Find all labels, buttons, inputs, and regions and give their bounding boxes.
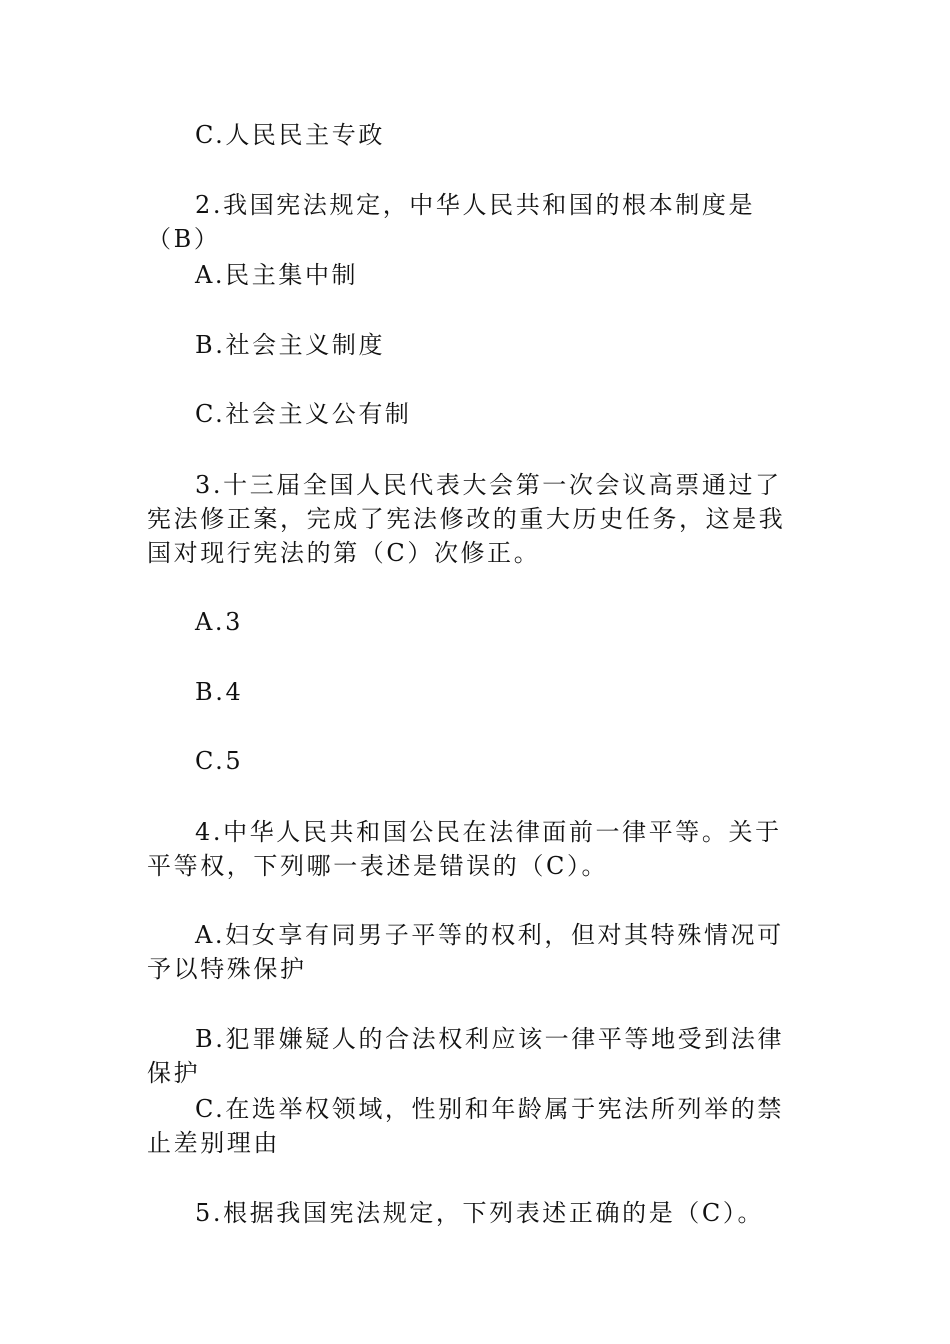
option-c-q4: C.在选举权领域，性别和年龄属于宪法所列举的禁止差别理由 xyxy=(147,1095,784,1157)
option-a-q4: A.妇女享有同男子平等的权利，但对其特殊情况可予以特殊保护 xyxy=(147,921,784,983)
option-a-q2: A.民主集中制 xyxy=(195,261,359,289)
question-4: 4.中华人民共和国公民在法律面前一律平等。关于平等权，下列哪一表述是错误的（C）。 xyxy=(147,818,782,880)
option-b-q4: B.犯罪嫌疑人的合法权利应该一律平等地受到法律保护 xyxy=(147,1025,785,1087)
question-2: 2.我国宪法规定，中华人民共和国的根本制度是（B） xyxy=(147,191,756,253)
question-5: 5.根据我国宪法规定，下列表述正确的是（C）。 xyxy=(195,1199,765,1227)
option-a-q3: A.3 xyxy=(195,608,244,636)
option-c-q3: C.5 xyxy=(195,747,244,775)
question-3: 3.十三届全国人民代表大会第一次会议高票通过了宪法修正案，完成了宪法修改的重大历史任务，这是我国对现行宪法的第（C）次修正。 xyxy=(147,471,786,567)
option-c-q1: C.人民民主专政 xyxy=(195,121,385,149)
option-b-q2: B.社会主义制度 xyxy=(195,331,386,359)
option-b-q3: B.4 xyxy=(195,678,244,706)
option-c-q2: C.社会主义公有制 xyxy=(195,400,412,428)
